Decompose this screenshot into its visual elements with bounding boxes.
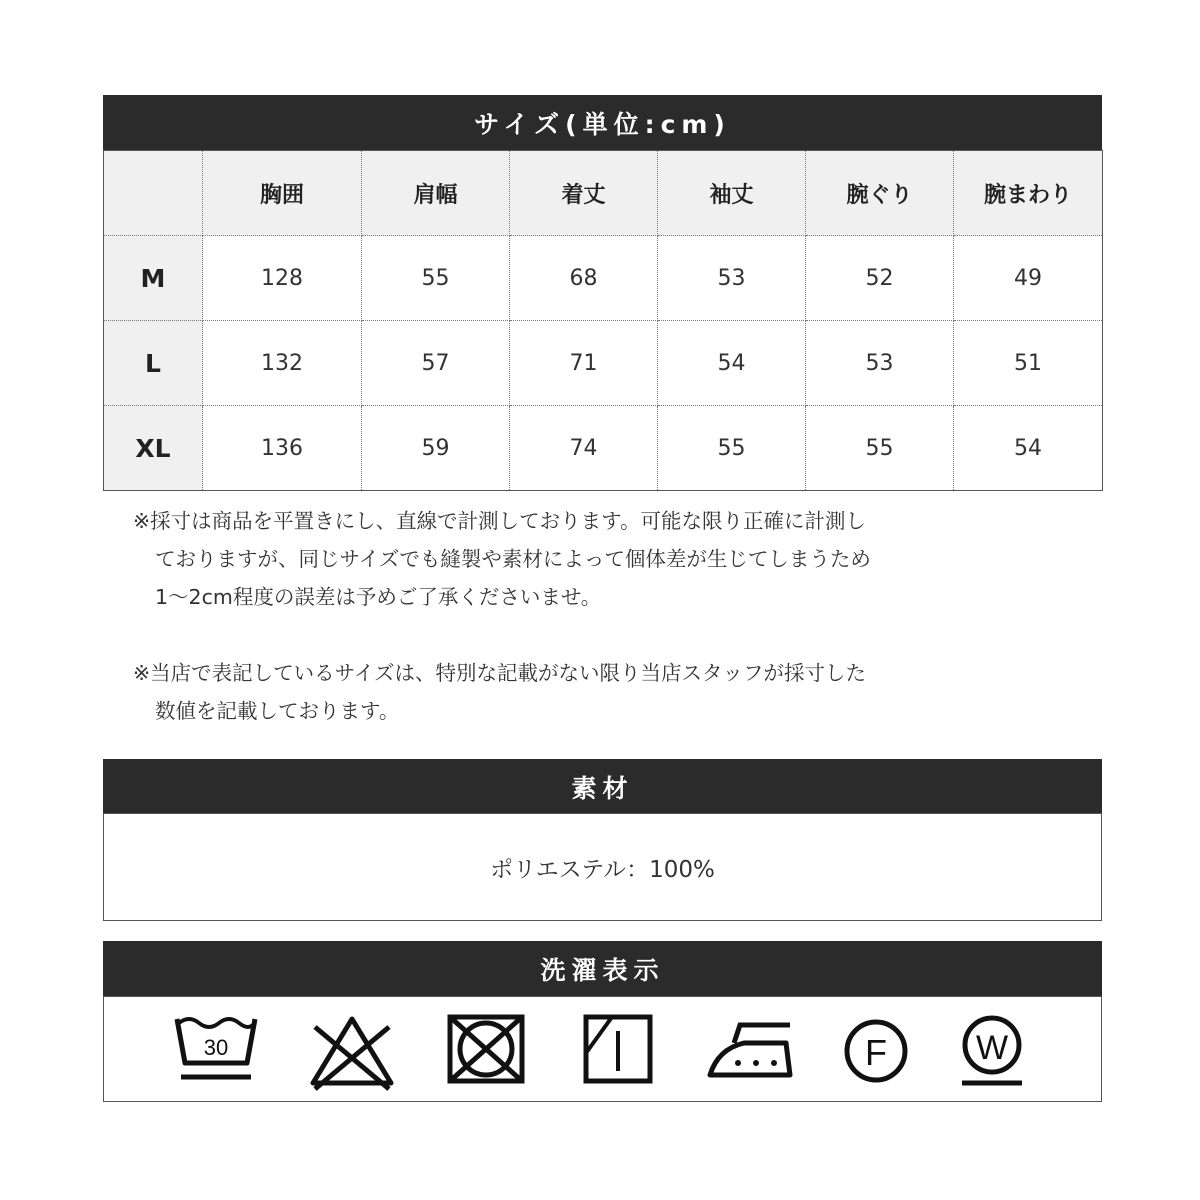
measurement-notes	[133, 502, 1033, 616]
iron-low-icon	[704, 1013, 796, 1085]
size-section-header	[103, 95, 1102, 150]
note-line: 1～2cm程度の誤差は予めご了承くださいませ。	[155, 585, 602, 609]
table-cell: 68	[510, 236, 658, 321]
size-table	[103, 150, 1103, 491]
wet-clean-letter: W	[975, 1029, 1009, 1067]
wash-temperature: 30	[203, 1035, 229, 1060]
no-tumble-dry-icon	[444, 1013, 528, 1085]
table-cell: 54	[954, 406, 1103, 491]
professional-dry-clean-f-icon	[840, 1013, 912, 1085]
table-cell: 55	[362, 236, 510, 321]
table-cell: 55	[806, 406, 954, 491]
note-line: ておりますが、同じサイズでも縫製や素材によって個体差が生じてしまうため	[155, 547, 871, 571]
care-section-title: 洗濯表示	[540, 956, 665, 985]
material-section-title: 素材	[571, 773, 634, 803]
note-line: ※採寸は商品を平置きにし、直線で計測しております。可能な限り正確に計測し	[133, 509, 867, 533]
corner-cell	[104, 151, 203, 236]
table-header-row	[104, 151, 1103, 236]
table-cell: 55	[658, 406, 806, 491]
note-line: ※当店で表記しているサイズは、特別な記載がない限り当店スタッフが採寸した	[133, 661, 867, 685]
table-cell: 59	[362, 406, 510, 491]
note-line: 数値を記載しております。	[155, 699, 400, 723]
table-row	[104, 321, 1103, 406]
table-cell: 51	[954, 321, 1103, 406]
size-label: L	[104, 321, 203, 406]
material-value: ポリエステル：100%	[490, 856, 715, 883]
column-header: 肩幅	[362, 151, 510, 236]
size-label: XL	[104, 406, 203, 491]
table-cell: 53	[658, 236, 806, 321]
table-cell: 132	[203, 321, 362, 406]
size-label: M	[104, 236, 203, 321]
table-cell: 52	[806, 236, 954, 321]
size-section-title: サイズ(単位:cm)	[474, 109, 731, 139]
table-cell: 74	[510, 406, 658, 491]
care-section-header	[103, 941, 1102, 997]
dry-clean-letter: F	[865, 1032, 887, 1073]
table-row	[104, 406, 1103, 491]
table-cell: 128	[203, 236, 362, 321]
line-dry-icon	[582, 1013, 654, 1085]
column-header: 袖丈	[658, 151, 806, 236]
table-cell: 136	[203, 406, 362, 491]
table-cell: 71	[510, 321, 658, 406]
no-bleach-icon	[307, 1013, 397, 1091]
column-header: 腕ぐり	[806, 151, 954, 236]
table-cell: 49	[954, 236, 1103, 321]
material-section-header	[103, 759, 1102, 814]
professional-wet-clean-w-icon	[954, 1013, 1030, 1093]
table-cell: 54	[658, 321, 806, 406]
column-header: 着丈	[510, 151, 658, 236]
wash-30-icon	[171, 1013, 261, 1085]
size-source-notes	[133, 654, 1033, 730]
column-header: 胸囲	[203, 151, 362, 236]
care-box	[103, 996, 1102, 1102]
table-cell: 53	[806, 321, 954, 406]
table-cell: 57	[362, 321, 510, 406]
care-icons-row	[104, 997, 1101, 1101]
column-header: 腕まわり	[954, 151, 1103, 236]
material-box	[103, 813, 1102, 921]
table-row	[104, 236, 1103, 321]
